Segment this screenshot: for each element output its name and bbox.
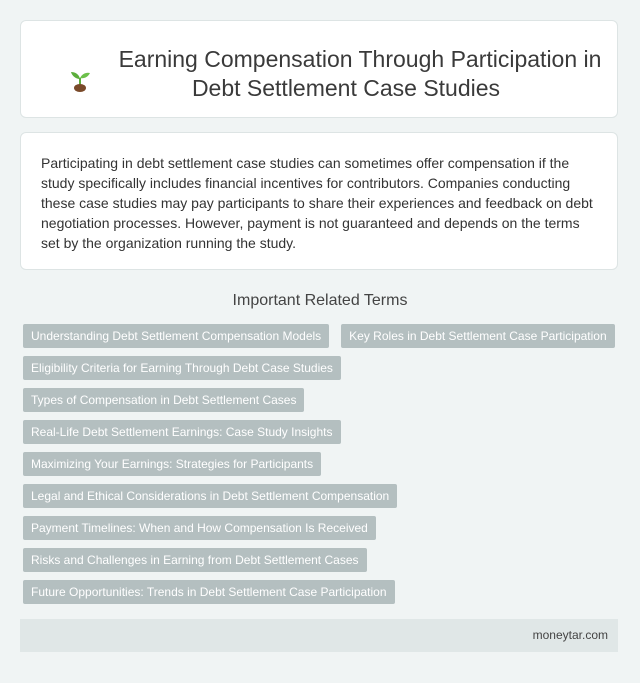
related-term-chip[interactable]: Key Roles in Debt Settlement Case Participation [341,324,614,348]
intro-card [20,132,618,270]
related-term-chip[interactable]: Eligibility Criteria for Earning Through Debt Case Studies [23,356,341,380]
related-term-chip[interactable]: Types of Compensation in Debt Settlement Cases [23,388,304,412]
related-term-chip[interactable]: Understanding Debt Settlement Compensation Models [23,324,329,348]
related-terms-heading: Important Related Terms [232,292,408,309]
site-name[interactable]: moneytar.com [532,628,608,642]
related-term-chip[interactable]: Risks and Challenges in Earning from Debt Settlement Cases [23,548,367,572]
related-terms-list [23,324,618,612]
related-term-chip[interactable]: Real-Life Debt Settlement Earnings: Case Study Insights [23,420,341,444]
title-card [20,20,618,118]
related-term-chip[interactable]: Legal and Ethical Considerations in Debt Settlement Compensation [23,484,397,508]
page-title: Earning Compensation Through Participation in Debt Settlement Case Studies [118,46,602,101]
related-term-chip[interactable]: Future Opportunities: Trends in Debt Settlement Case Participation [23,580,395,604]
footer [20,619,618,652]
intro-paragraph: Participating in debt settlement case studies can sometimes offer compensation if the study specifically includes financial incentives for contributors. Companies conducting these case studies may pay participants to share their experiences and feedback on debt negotiation processes. However, payment is not guaranteed and depends on the terms set by the organization running the study. [41,155,593,251]
related-term-chip[interactable]: Maximizing Your Earnings: Strategies for Participants [23,452,321,476]
related-term-chip[interactable]: Payment Timelines: When and How Compensation Is Received [23,516,376,540]
